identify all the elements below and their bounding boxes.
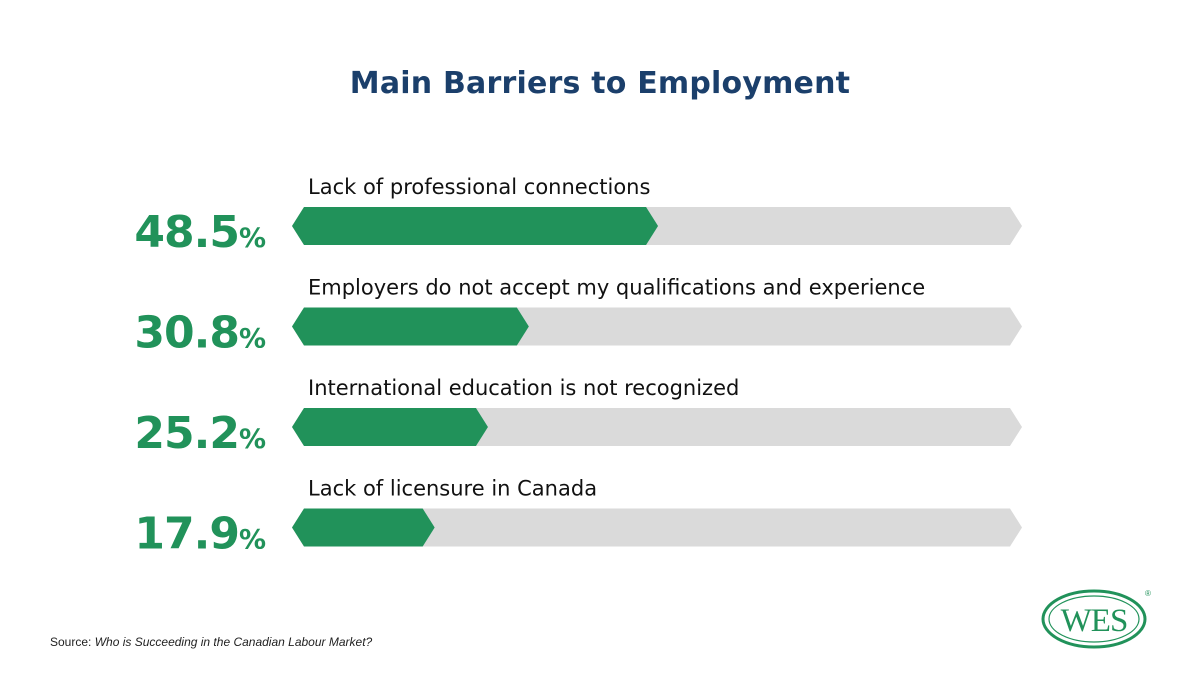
wes-logo (1040, 586, 1156, 650)
category-label: Lack of licensure in Canada (308, 476, 598, 501)
source-note (50, 635, 372, 649)
bar (292, 509, 435, 547)
source-title: Who is Succeeding in the Canadian Labour Market? (94, 635, 373, 649)
bar (292, 308, 529, 346)
logo-text: WES (1060, 603, 1128, 639)
value-label: 48.5% (134, 207, 266, 258)
value-label: 17.9% (134, 508, 266, 560)
category-label: Lack of professional connections (308, 175, 651, 199)
bar (292, 408, 488, 446)
bar (292, 207, 658, 245)
logo-registered-mark: ® (1145, 589, 1151, 598)
category-label: Employers do not accept my qualifications and experience (308, 275, 926, 300)
value-label: 30.8% (134, 307, 266, 359)
value-label: 25.2% (134, 408, 266, 459)
source-label: Source: (50, 635, 92, 649)
chart-title: Main Barriers to Employment (349, 66, 851, 101)
category-label: International education is not recognized (308, 376, 740, 400)
